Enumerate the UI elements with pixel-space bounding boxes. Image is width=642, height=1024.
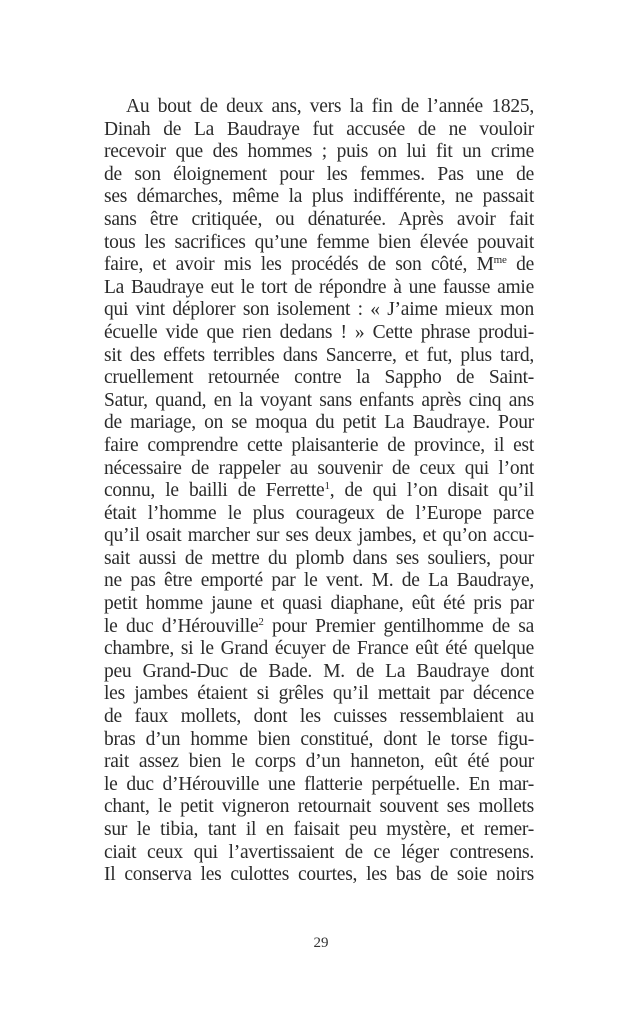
line-text-continued: pour Premier gentilhomme de sa xyxy=(263,615,534,637)
line-text: ses démarches, même la plus indifférente, ne passait xyxy=(104,186,534,208)
line-text: écuelle vide que rien dedans ! » Cette phrase produi- xyxy=(104,321,534,343)
line-text: Satur, quand, en la voyant sans enfants après cinq ans xyxy=(104,389,534,411)
line-text: ciait ceux qui l’avertissaient de ce léger contresens. xyxy=(104,841,534,863)
line-text: nécessaire de rappeler au souvenir de ceux qui l’ont xyxy=(104,457,534,479)
line-text: sit des effets terribles dans Sancerre, et fut, plus tard, xyxy=(104,344,534,366)
line-text: sait aussi de mettre du plomb dans ses souliers, pour xyxy=(104,547,534,569)
paragraph xyxy=(104,96,534,887)
line-text: de faux mollets, dont les cuisses ressemblaient au xyxy=(104,706,534,728)
line-text: recevoir que des hommes ; puis on lui fit un crime xyxy=(104,141,534,163)
text-line xyxy=(104,141,534,164)
text-line xyxy=(104,254,534,277)
text-line xyxy=(104,390,534,413)
text-line xyxy=(104,683,534,706)
line-text-continued: de xyxy=(506,254,534,276)
text-line xyxy=(104,299,534,322)
line-text: de mariage, on se moqua du petit La Baudraye. Pour xyxy=(104,412,534,434)
line-text: sur le tibia, tant il en faisait peu mystère, et remer- xyxy=(104,819,534,840)
line-text: bras d’un homme bien constitué, dont le torse figu- xyxy=(104,728,534,750)
line-text: le duc d’Hérouville xyxy=(104,615,259,637)
text-line xyxy=(104,638,534,661)
line-text: chambre, si le Grand écuyer de France eût été quelque xyxy=(104,638,534,660)
text-line xyxy=(104,322,534,345)
line-text: Dinah de La Baudraye fut accusée de ne vouloir xyxy=(104,118,534,140)
text-line xyxy=(104,186,534,209)
text-line xyxy=(104,412,534,435)
page-number: 29 xyxy=(313,935,329,951)
text-line xyxy=(104,232,534,255)
line-text: chant, le petit vigneron retournait souvent ses mollets xyxy=(104,796,534,818)
line-text: rait assez bien le corps d’un hanneton, eût été pour xyxy=(104,751,534,773)
line-text: faire comprendre cette plaisanterie de province, il est xyxy=(104,434,534,456)
text-line xyxy=(104,277,534,300)
line-text: était l’homme le plus courageux de l’Europe parce xyxy=(104,502,534,524)
line-text: Il conserva les culottes courtes, les bas de soie noirs xyxy=(104,864,534,886)
line-text: Au bout de deux ans, vers la fin de l’année 1825, xyxy=(126,96,534,117)
line-text: connu, le bailli de Ferrette xyxy=(104,480,325,502)
line-text: sans être critiquée, ou dénaturée. Après avoir fait xyxy=(104,208,534,230)
line-text: de son éloignement pour les femmes. Pas une de xyxy=(104,163,534,185)
text-line xyxy=(104,96,534,119)
text-line xyxy=(104,458,534,481)
line-text: les jambes étaient si grêles qu’il mettait par décence xyxy=(104,683,534,705)
text-line xyxy=(104,864,534,887)
line-text: petit homme jaune et quasi diaphane, eût été pris par xyxy=(104,593,534,615)
line-text: La Baudraye eut le tort de répondre à une fausse amie xyxy=(104,276,534,298)
text-line xyxy=(104,570,534,593)
line-text: qu’il osait marcher sur ses deux jambes, et qu’on accu- xyxy=(104,525,534,547)
text-line xyxy=(104,796,534,819)
text-line xyxy=(104,751,534,774)
text-line xyxy=(104,819,534,842)
text-line xyxy=(104,435,534,458)
line-text: faire, et avoir mis les procédés de son côté, M xyxy=(104,254,494,276)
text-line xyxy=(104,706,534,729)
text-line xyxy=(104,345,534,368)
text-line xyxy=(104,774,534,797)
superscript: 1 xyxy=(324,480,330,493)
superscript: me xyxy=(493,254,507,267)
text-line xyxy=(104,480,534,503)
line-text-continued: , de qui l’on disait qu’il xyxy=(329,480,535,502)
text-line xyxy=(104,842,534,865)
text-line xyxy=(104,729,534,752)
text-line xyxy=(104,209,534,232)
text-line xyxy=(104,164,534,187)
text-line xyxy=(104,616,534,639)
text-line xyxy=(104,367,534,390)
line-text: qui vint déplorer son isolement : « J’aime mieux mon xyxy=(104,299,534,321)
text-line xyxy=(104,525,534,548)
text-line xyxy=(104,503,534,526)
line-text: cruellement retournée contre la Sappho de Saint- xyxy=(104,367,534,389)
text-line xyxy=(104,593,534,616)
text-line xyxy=(104,119,534,142)
line-text: tous les sacrifices qu’une femme bien élevée pouvait xyxy=(104,231,534,253)
line-text: ne pas être emporté par le vent. M. de La Baudraye, xyxy=(104,570,534,592)
text-line xyxy=(104,661,534,684)
line-text: peu Grand-Duc de Bade. M. de La Baudraye dont xyxy=(104,660,534,682)
text-line xyxy=(104,548,534,571)
superscript: 2 xyxy=(258,615,264,628)
line-text: le duc d’Hérouville une flatterie perpétuelle. En mar- xyxy=(104,773,534,795)
